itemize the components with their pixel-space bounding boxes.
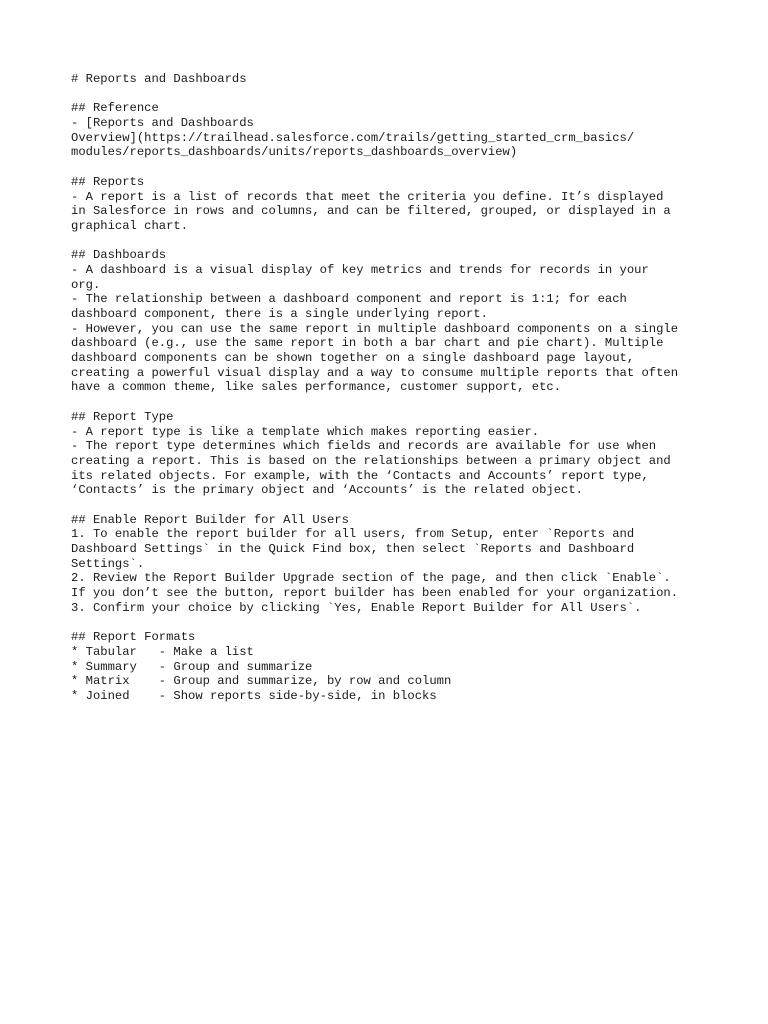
blank-line <box>71 498 711 513</box>
text-line: - A report type is like a template which makes reporting easier. <box>71 424 540 439</box>
section-title <box>71 72 711 87</box>
text-line: Dashboard Settings` in the Quick Find box, then select `Reports and Dashboard <box>71 542 635 556</box>
text-line: If you don’t see the button, report builder has been enabled for your organization. <box>71 586 679 601</box>
text-line: dashboard component, there is a single underlying report. <box>71 307 488 321</box>
text-line: in Salesforce in rows and columns, and can be filtered, grouped, or displayed in a <box>71 204 671 219</box>
blank-line <box>71 395 711 410</box>
section-heading: ## Enable Report Builder for All Users <box>71 512 349 527</box>
section-enable-report-builder <box>71 513 711 616</box>
text-line: - The relationship between a dashboard component and report is 1:1; for each <box>71 292 627 307</box>
blank-line <box>71 160 711 175</box>
blank-line <box>71 615 711 630</box>
text-line: org. <box>71 277 101 292</box>
section-heading: ## Report Type <box>71 409 174 424</box>
section-heading: ## Reports <box>71 174 145 189</box>
section-reference <box>71 101 711 160</box>
text-line: graphical chart. <box>71 218 189 233</box>
text-line: creating a powerful visual display and a way to consume multiple reports that often <box>71 365 679 380</box>
text-line: 1. To enable the report builder for all users, from Setup, enter `Reports and <box>71 527 635 542</box>
text-line: dashboard (e.g., use the same report in both a bar chart and pie chart). Multiple <box>71 336 664 351</box>
text-line: ‘Contacts’ is the primary object and ‘Accounts’ is the related object. <box>71 483 583 498</box>
text-line: - However, you can use the same report in multiple dashboard components on a single <box>71 321 679 336</box>
text-line: - [Reports and Dashboards <box>71 116 254 131</box>
section-heading: ## Reference <box>71 101 159 116</box>
text-line: - A dashboard is a visual display of key metrics and trends for records in your <box>71 262 649 277</box>
section-dashboards <box>71 248 711 395</box>
section-heading: ## Report Formats <box>71 630 196 645</box>
text-line: * Summary - Group and summarize <box>71 659 313 674</box>
text-line: - A report is a list of records that meet the criteria you define. It’s displayed <box>71 189 664 204</box>
text-line: dashboard components can be shown together on a single dashboard page layout, <box>71 351 635 366</box>
document-page <box>71 72 711 704</box>
section-report-formats <box>71 630 711 703</box>
text-line: Settings`. <box>71 556 145 571</box>
text-line: 2. Review the Report Builder Upgrade section of the page, and then click `Enable`. <box>71 571 671 586</box>
text-line: * Joined - Show reports side-by-side, in blocks <box>71 688 437 703</box>
text-line: creating a report. This is based on the relationships between a primary object and <box>71 453 671 468</box>
text-line: have a common theme, like sales performance, customer support, etc. <box>71 380 562 395</box>
text-line: modules/reports_dashboards/units/reports_dashboards_overview) <box>71 145 518 160</box>
text-line: * Matrix - Group and summarize, by row and column <box>71 674 452 689</box>
text-line: * Tabular - Make a list <box>71 644 254 659</box>
blank-line <box>71 87 711 102</box>
text-line: its related objects. For example, with the ‘Contacts and Accounts’ report type, <box>71 468 649 483</box>
section-heading: ## Dashboards <box>71 248 167 263</box>
section-reports <box>71 175 711 234</box>
section-report-type <box>71 410 711 498</box>
text-line: 3. Confirm your choice by clicking `Yes, Enable Report Builder for All Users`. <box>71 600 642 615</box>
blank-line <box>71 234 711 249</box>
text-line: - The report type determines which fields and records are available for use when <box>71 439 657 454</box>
text-line: Overview](https://trailhead.salesforce.com/trails/getting_started_crm_basics/ <box>71 130 635 145</box>
section-heading: # Reports and Dashboards <box>71 72 247 86</box>
